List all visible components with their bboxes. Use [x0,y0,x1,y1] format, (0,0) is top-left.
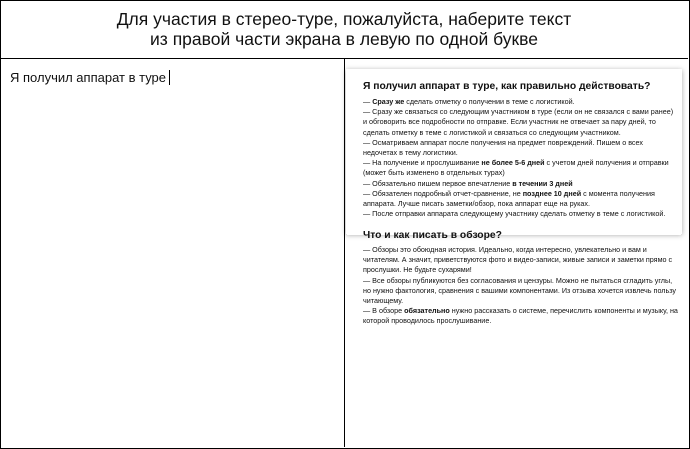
paragraph-text: — Обзоры это обоюдная история. Идеально, когда интересно, увлекательно и вам и читателям. А значит, приветствуются фото и видео-записи, живые записи и заметки прямо с прослушки. Не будьте сухарями! [363,245,673,275]
rules-paragraph [363,189,678,209]
section-title-rules: Я получил аппарат в туре, как правильно действовать? [363,81,651,92]
paragraph-text: — [363,97,373,106]
header-line-1: Для участия в стерео-туре, пожалуйста, наберите текст [116,9,572,29]
typed-text-line [10,70,170,86]
typed-text: Я получил аппарат в туре [10,70,167,85]
paragraph-text: с учетом дней получения и отправки (может быть изменено в отдельных турах) [363,158,669,178]
paragraph-text: с момента получения аппарата. Лучше писать заметки/обзор, пока аппарат еще на руках. [363,188,655,209]
instruction-header [0,0,688,59]
typing-area[interactable] [0,59,344,447]
emphasis-text: не более 5-6 дней [481,158,545,168]
emphasis-text: обязательно [404,306,450,316]
rules-paragraph [363,107,678,138]
rules-paragraph [363,97,678,107]
paragraph-text: — Все обзоры публикуются без согласования и цензуры. Можно не пытаться сгладить углы, но нужно фактология, сравнения с вашими компонентами. Из отзыва хочется извлечь пользу читающему. [363,275,677,306]
rules-paragraph [363,158,678,178]
review-paragraph [363,276,678,307]
emphasis-text: в течении 3 дней [512,178,573,188]
paragraph-text: — В обзоре [363,306,405,316]
paragraph-text: — На получение и прослушивание [363,158,482,168]
rules-paragraph [363,209,678,219]
section-body-review [363,245,678,327]
rules-paragraph [363,138,678,158]
section-body-rules [363,97,678,219]
header-line-2: из правой части экрана в левую по одной букве [150,29,538,49]
paragraph-text: — Обязательно пишем первое впечатление [363,178,513,188]
review-paragraph [363,306,678,326]
paragraph-text: — Осматриваем аппарат после получения на предмет повреждений. Пишем о всех недочетах в тему логистики. [363,137,643,158]
paragraph-text: сделать отметку о получении в теме с логистикой. [404,97,575,106]
rules-paragraph [363,179,678,189]
source-text-panel [345,59,688,447]
paragraph-text: — После отправки аппарата следующему участнику сделать отметку в теме с логистикой. [363,209,666,219]
text-caret [169,70,170,85]
review-paragraph [363,245,678,276]
section-title-review: Что и как писать в обзоре? [363,230,502,241]
paragraph-text: нужно рассказать о системе, перечислить компоненты и музыку, на которой проводилось прослушивание. [363,306,678,326]
paragraph-text: — Сразу же связаться со следующим участником в туре (если он не связался с вами ранее) и обговорить все подробности по отправке. Если участник не отвечает за пару дней, то сделать отметку в теме с логистикой и связаться со следующим участником. [363,107,674,137]
emphasis-text: Сразу же [372,97,405,106]
emphasis-text: позднее 10 дней [522,188,582,198]
paragraph-text: — Обязателен подробный отчет-сравнение, не [363,188,523,198]
